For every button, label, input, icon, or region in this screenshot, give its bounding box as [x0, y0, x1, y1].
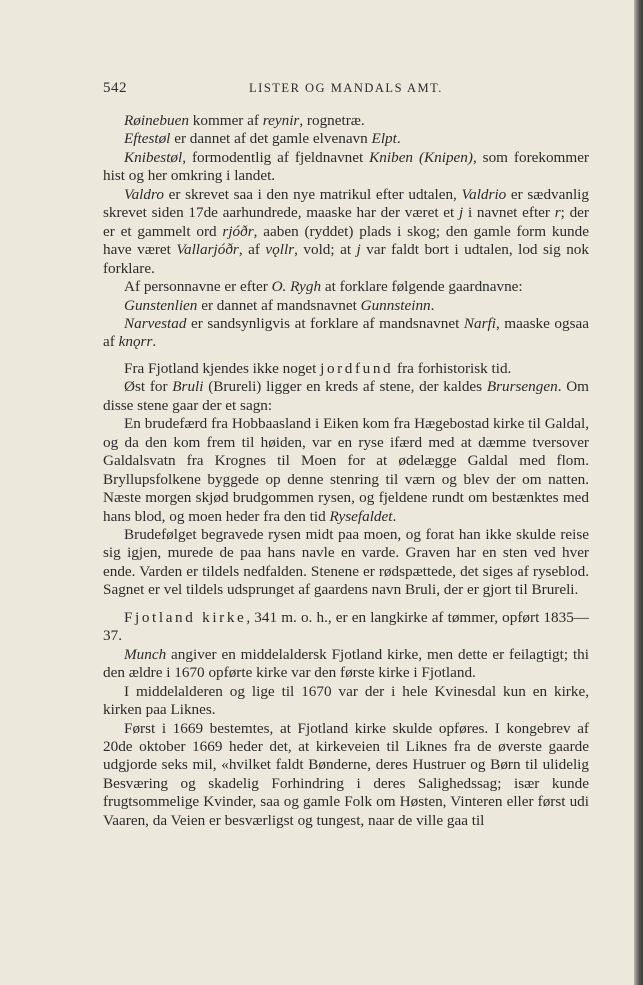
text-run: Fra Fjotland kjendes ikke noget — [124, 359, 321, 377]
italic-term: Valdro — [124, 185, 164, 203]
italic-term: Kniben (Knipen) — [369, 148, 473, 166]
running-title: LISTER OG MANDALS AMT. — [249, 81, 443, 95]
text-run: Først i 1669 bestemtes, at Fjotland kirke skulde opføres. I kongebrev af 20de oktober 1669 heder det, at kirkeveien til Liknes fra de øverste gaarde udgjorde seks mil, «hvilket faldt Bønderne, deres Hustruer og Børn til ulidelig Besværing og skadelig Forhindring i deres Salighedssag; især kunde frugtsommelige Kvinder, saa og gamle Folk om Høsten, Vinteren eller først udi Vaaren, da Veien er besværligst og tungest, naar de ville gaa til — [103, 719, 589, 829]
paragraph — [103, 378, 589, 415]
italic-term: Vallarjóðr — [176, 241, 239, 259]
italic-term: Narfi — [463, 314, 496, 332]
italic-term: Narvestad — [124, 314, 187, 332]
italic-term: Gunstenlien — [124, 296, 198, 314]
paragraph — [103, 526, 589, 600]
paragraph — [103, 130, 589, 148]
text-run: , 341 m. o. h., er en langkirke af tømmer, opført 1835—37. — [103, 608, 589, 645]
italic-term: Bruli — [172, 378, 204, 396]
italic-term: Røinebuen — [124, 112, 189, 129]
page-header — [103, 80, 589, 100]
book-edge — [634, 0, 643, 985]
italic-term: vǫllr — [265, 241, 295, 259]
text-run: . — [430, 296, 435, 314]
italic-term: O. Rygh — [271, 278, 322, 296]
text-run: . — [396, 130, 401, 148]
text-run: . — [152, 333, 157, 351]
italic-term: Valdrio — [461, 185, 507, 203]
italic-term: Elpt — [371, 130, 397, 148]
text-run: , rognetræ. — [299, 112, 365, 129]
paragraph — [103, 683, 589, 720]
text-run: var faldt bort i udtalen, lod sig nok forklare. — [103, 241, 589, 277]
italic-term: j — [356, 241, 361, 259]
italic-term: reynir — [262, 112, 300, 129]
italic-term: j — [458, 204, 464, 222]
page-number: 542 — [103, 80, 127, 96]
text-run: er sandsynligvis at forklare af mandsnavnet — [186, 314, 464, 332]
italic-term: Brursengen — [486, 378, 558, 396]
text-run: Af personnavne er efter — [124, 278, 272, 296]
text-run: ; der er et gammelt ord — [103, 204, 589, 240]
text-run: kommer af — [188, 112, 263, 129]
text-run: . — [392, 507, 397, 525]
text-run: at forklare følgende gaardnavne: — [321, 278, 523, 296]
italic-term: Rysefaldet — [329, 507, 393, 525]
text-run: er skrevet saa i den nye matrikul efter udtalen, — [163, 185, 462, 203]
italic-term: Knibestøl — [124, 148, 183, 166]
text-run: er dannet af mandsnavnet — [197, 296, 361, 314]
text-run: i navnet efter — [463, 204, 555, 222]
text-run: , vold; at — [294, 241, 357, 259]
paragraph — [103, 646, 589, 683]
paragraph — [103, 112, 589, 130]
text-run: En brudefærd fra Hobbaasland i Eiken kom fra Hægebostad kirke til Galdal, og da den kom frem til høiden, var en ryse ifærd med at dæmme tversover Galdalsvatn fra Krognes til Moen for at ødelægge Galdal med flom. Bryllupsfolkene byggede op denne stenring til værn og blev der om natten. Næste morgen skjød brudgommen rysen, og fjeldene rundt om bestænktes med hans blod, og moen heder fra den tid — [103, 415, 589, 525]
text-run: , formodentlig af fjeldnavnet — [182, 148, 370, 166]
italic-term: Munch — [124, 645, 167, 663]
paragraph — [103, 720, 589, 831]
paragraph — [103, 149, 589, 186]
text-run: , maaske ogsaa af — [103, 314, 589, 351]
paragraph — [103, 609, 589, 646]
text-run: er sædvanlig skrevet siden 17de aarhundrede, maaske har der været et — [103, 185, 589, 222]
paragraph — [103, 278, 589, 296]
paragraph — [103, 297, 589, 315]
paragraph — [103, 315, 589, 352]
italic-term: rjóðr — [222, 222, 254, 240]
paragraph — [103, 360, 589, 378]
text-run: , som forekommer hist og her omkring i landet. — [103, 148, 589, 185]
spaced-term: jordfund — [320, 359, 394, 377]
text-run: , af — [238, 241, 266, 259]
text-run: angiver en middelaldersk Fjotland kirke, men dette er feilagtigt; thi den ældre i 1670 opførte kirke var den første kirke i Fjotland. — [103, 645, 589, 682]
text-run: . Om disse stene gaar der et sagn: — [103, 378, 589, 414]
text-run: I middelalderen og lige til 1670 var der i hele Kvinesdal kun en kirke, kirken paa Liknes. — [103, 682, 589, 719]
italic-term: Gunnsteinn — [360, 296, 431, 314]
text-run: er dannet af det gamle elvenavn — [170, 130, 372, 148]
text-run: (Brureli) ligger en kreds af stene, der kaldes — [203, 378, 487, 396]
text-run: Øst for — [124, 378, 173, 396]
text-run: fra forhistorisk tid. — [393, 359, 512, 377]
paragraph — [103, 415, 589, 526]
spaced-term: Fjotland kirke — [124, 608, 247, 626]
paragraph — [103, 186, 589, 278]
text-run: Brudefølget begravede rysen midt paa moen, og forat han ikke skulde reise sig igjen, murede de paa hans navle en varde. Graven har en sten ved hver ende. Varden er tildels nedfalden. Stenene er rødspættede, det siges af ryseblod. Sagnet er vel tildels udsprunget af gaardens navn Bruli, der er gjort til Brureli. — [103, 525, 589, 599]
text-run: , aaben (ryddet) plads i skog; den gamle form kunde have været — [103, 222, 589, 259]
italic-term: knǫrr — [118, 333, 153, 351]
body-text — [103, 112, 589, 830]
italic-term: Eftestøl — [124, 130, 171, 148]
italic-term: r — [554, 204, 561, 222]
